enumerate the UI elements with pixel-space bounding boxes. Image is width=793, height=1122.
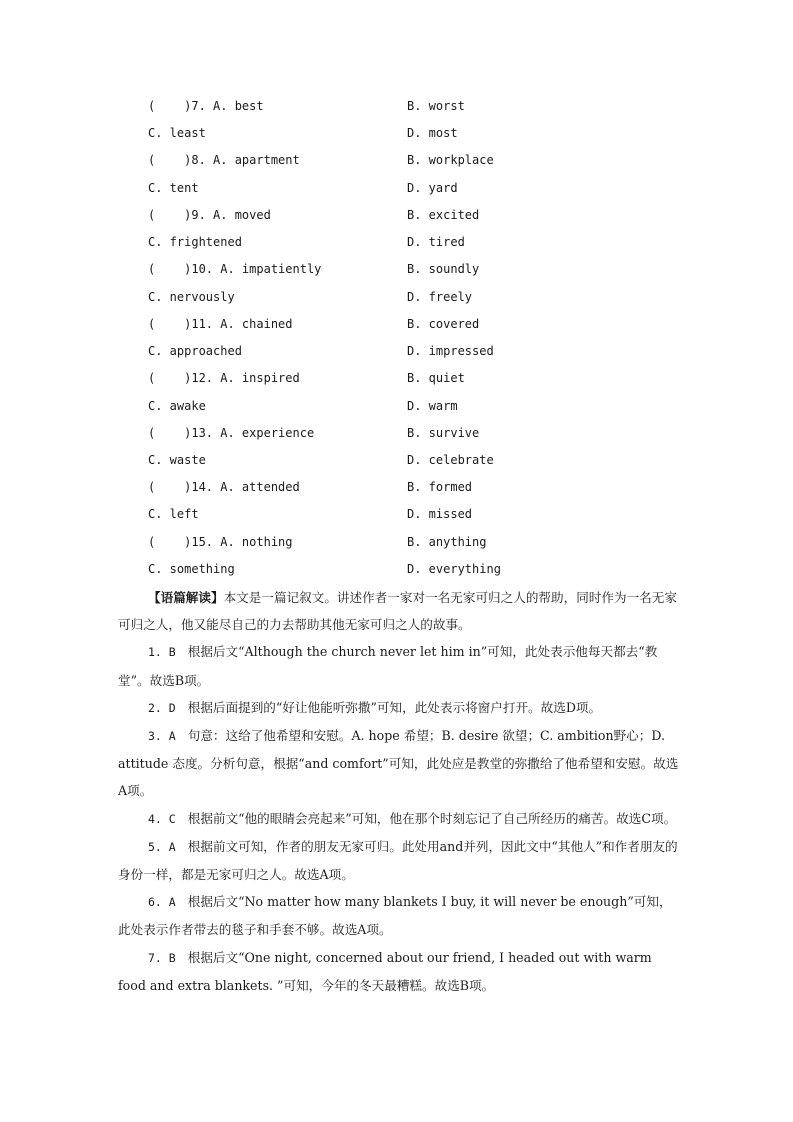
option-left: ( )9. A. moved — [148, 208, 271, 222]
answer-number: 4. C — [148, 811, 176, 826]
answer-item — [118, 888, 680, 943]
answer-text: 根据前文可知，作者的朋友无家可归。此处用and并列，因此文中“其他人”和作者朋友的身份一样，都是无家可归之人。故选A项。 — [118, 838, 678, 883]
option-right: B. formed — [407, 480, 473, 494]
option-row — [148, 178, 708, 198]
option-row — [148, 314, 708, 334]
option-row — [148, 559, 708, 579]
option-row — [148, 259, 708, 279]
answer-text: 根据后文“Although the church never let him in”可知，此处表示他每天都去“教堂”。故选B项。 — [118, 644, 658, 688]
intro-text: 本文是一篇记叙文。讲述作者一家对一名无家可归之人的帮助，同时作为一名无家可归之人，他又能尽自己的力去帮助其他无家可归之人的故事。 — [118, 590, 677, 633]
option-right: B. quiet — [407, 371, 465, 385]
option-left: C. approached — [148, 344, 242, 358]
option-row — [148, 423, 708, 443]
option-right: D. freely — [407, 290, 473, 304]
analysis-section — [118, 584, 680, 999]
option-left: C. nervously — [148, 290, 235, 304]
option-left: ( )12. A. inspired — [148, 371, 300, 385]
option-left: ( )14. A. attended — [148, 480, 300, 494]
option-row — [148, 96, 708, 116]
option-left: ( )8. A. apartment — [148, 153, 300, 167]
option-left: C. least — [148, 126, 206, 140]
option-row — [148, 450, 708, 470]
answer-number: 7. B — [148, 950, 176, 965]
answer-text: 句意：这给了他希望和安慰。A. hope 希望；B. desire 欲望；C. ambition野心；D. attitude 态度。分析句意，根据“and comfort”可知，此处应是教堂的弥撒给了他希望和安慰。故选A项。 — [118, 728, 679, 799]
option-right: B. survive — [407, 426, 480, 440]
passage-intro — [118, 584, 680, 638]
option-left: ( )11. A. chained — [148, 317, 293, 331]
answer-text: 根据后面提到的“好让他能听弥撒”可知，此处表示将窗户打开。故选D项。 — [187, 699, 602, 715]
answer-number: 5. A — [148, 839, 176, 854]
option-row — [148, 341, 708, 361]
option-right: D. warm — [407, 399, 458, 413]
option-left: C. tent — [148, 181, 199, 195]
answer-text: 根据前文“他的眼睛会亮起来”可知，他在那个时刻忘记了自己所经历的痛苦。故选C项。 — [187, 810, 677, 826]
answer-item — [118, 638, 680, 693]
option-right: B. excited — [407, 208, 480, 222]
option-left: ( )10. A. impatiently — [148, 262, 322, 276]
option-row — [148, 368, 708, 388]
option-row — [148, 396, 708, 416]
option-row — [148, 477, 708, 497]
option-left: ( )15. A. nothing — [148, 535, 293, 549]
option-left: C. frightened — [148, 235, 242, 249]
option-left: C. left — [148, 507, 199, 521]
option-right: B. workplace — [407, 153, 494, 167]
option-right: B. covered — [407, 317, 480, 331]
option-right: D. celebrate — [407, 453, 494, 467]
option-left: C. awake — [148, 399, 206, 413]
intro-tag: 【语篇解读】 — [148, 590, 224, 605]
option-row — [148, 123, 708, 143]
option-right: D. most — [407, 126, 458, 140]
option-left: ( )7. A. best — [148, 99, 264, 113]
answer-number: 6. A — [148, 895, 176, 910]
option-row — [148, 150, 708, 170]
option-right: D. everything — [407, 562, 501, 576]
answer-item — [118, 833, 680, 888]
option-right: D. impressed — [407, 344, 494, 358]
answer-item — [118, 722, 680, 805]
option-left: ( )13. A. experience — [148, 426, 315, 440]
option-right: B. anything — [407, 535, 487, 549]
answer-number: 3. A — [148, 729, 176, 744]
option-row — [148, 205, 708, 225]
option-row — [148, 532, 708, 552]
option-right: D. yard — [407, 181, 458, 195]
option-row — [148, 232, 708, 252]
answer-item — [118, 944, 680, 999]
option-right: B. soundly — [407, 262, 480, 276]
option-left: C. waste — [148, 453, 206, 467]
option-right: D. tired — [407, 235, 465, 249]
option-right: D. missed — [407, 507, 473, 521]
answer-text: 根据后文“One night, concerned about our friend, I headed out with warm food and extra blankets. ”可知，今年的冬天最糟糕。故选B项。 — [118, 949, 652, 993]
answer-number: 2. D — [148, 700, 176, 715]
option-row — [148, 504, 708, 524]
answer-item — [118, 694, 680, 722]
option-row — [148, 287, 708, 307]
answer-number: 1. B — [148, 645, 176, 660]
answer-text: 根据后文“No matter how many blankets I buy, it will never be enough”可知，此处表示作者带去的毯子和手套不够。故选A项。 — [118, 894, 672, 938]
answer-item — [118, 805, 680, 833]
option-right: B. worst — [407, 99, 465, 113]
option-left: C. something — [148, 562, 235, 576]
